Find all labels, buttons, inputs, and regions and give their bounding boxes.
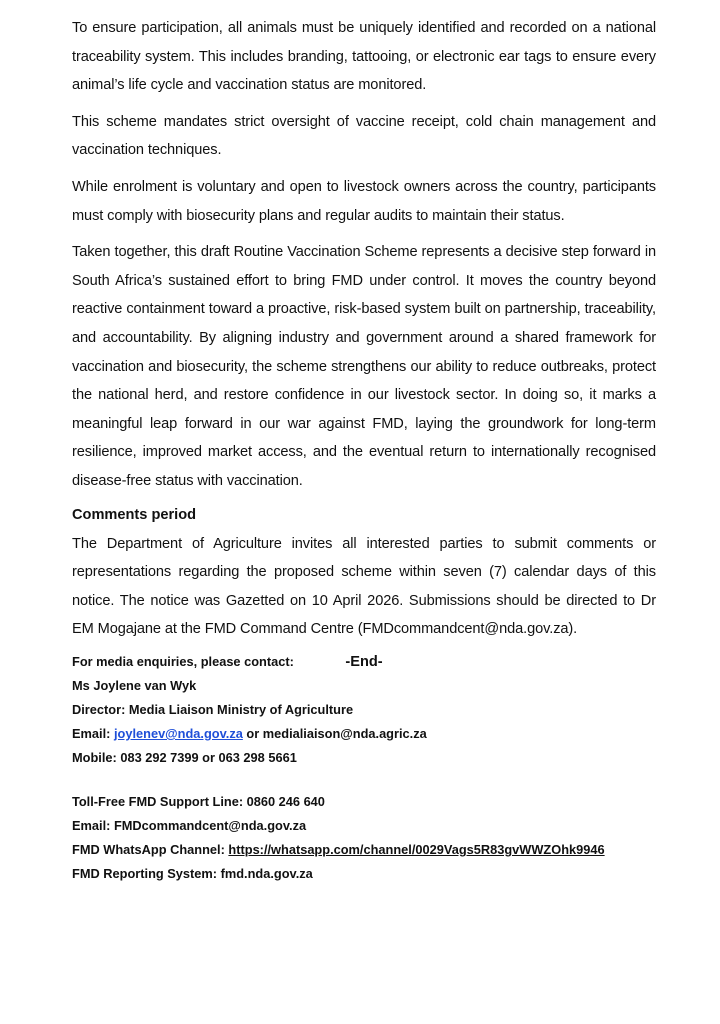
- paragraph-oversight: This scheme mandates strict oversight of vaccine receipt, cold chain management and vaccination techniques.: [72, 113, 656, 159]
- fmd-whatsapp-line: [72, 838, 672, 862]
- media-contact-block: [72, 650, 672, 770]
- whatsapp-channel-link[interactable]: https://whatsapp.com/channel/0029Vags5R83gvWWZOhk9946: [228, 842, 605, 857]
- whatsapp-label: FMD WhatsApp Channel:: [72, 842, 229, 857]
- email-or-text: or: [242, 726, 263, 741]
- document-body: [72, 14, 656, 670]
- media-enquiries-intro: For media enquiries, please contact:: [72, 654, 294, 669]
- fmd-contact-block: [72, 790, 672, 886]
- paragraph-traceability: To ensure participation, all animals must be uniquely identified and recorded on a national traceability system. This includes branding, tattooing, or electronic ear tags to ensure every animal’s life cycle and vaccination status are monitored.: [72, 20, 656, 94]
- contact-email-line: [72, 722, 672, 746]
- paragraph-enrolment: While enrolment is voluntary and open to livestock owners across the country, participants must comply with biosecurity plans and regular audits to maintain their status.: [72, 178, 656, 224]
- contact-title: Director: Media Liaison Ministry of Agriculture: [72, 702, 354, 717]
- contact-mobile: Mobile: 083 292 7399 or 063 298 5661: [72, 750, 297, 765]
- primary-email-link[interactable]: joylenev@nda.gov.za: [113, 726, 243, 741]
- email-label: Email:: [72, 726, 114, 741]
- end-marker: -End-: [345, 653, 383, 670]
- contact-name: Ms Joylene van Wyk: [72, 678, 197, 693]
- paragraph-comments: The Department of Agriculture invites all interested parties to submit comments or representations regarding the proposed scheme within seven (7) calendar days of this notice. The notice was Gazetted on 10 April 2026. Submissions should be directed to Dr EM Mogajane at the FMD Command Centre (FMDcommandcent@nda.gov.za).: [72, 535, 656, 638]
- comments-period-heading: Comments period: [72, 506, 197, 523]
- fmd-email: Email: FMDcommandcent@nda.gov.za: [72, 818, 307, 833]
- secondary-email: medialiaison@nda.agric.za: [262, 726, 427, 741]
- fmd-support-line: Toll-Free FMD Support Line: 0860 246 640: [72, 794, 325, 809]
- fmd-reporting-system: FMD Reporting System: fmd.nda.gov.za: [72, 866, 313, 881]
- paragraph-summary: Taken together, this draft Routine Vaccination Scheme represents a decisive step forward in South Africa’s sustained effort to bring FMD under control. It moves the country beyond reactive containment toward a proactive, risk-based system built on partnership, traceability, and accountability. By aligning industry and government around a shared framework for vaccination and biosecurity, the scheme strengthens our ability to reduce outbreaks, protect the national herd, and restore confidence in our livestock sector. In doing so, it marks a meaningful leap forward in our war against FMD, laying the groundwork for long-term resilience, improved market access, and the eventual return to internationally recognised disease-free status with vaccination.: [72, 244, 656, 489]
